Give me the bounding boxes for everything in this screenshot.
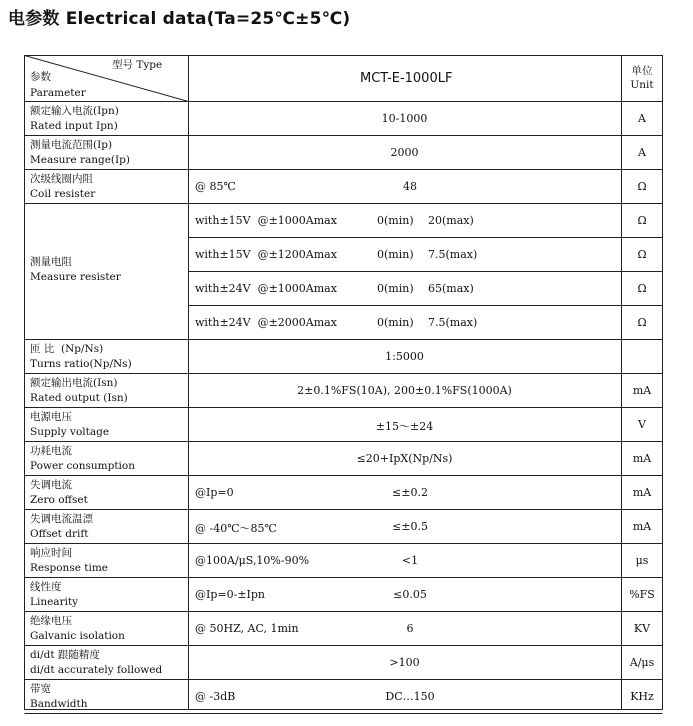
- row-param-en: Bandwidth: [30, 697, 88, 710]
- row-param-cn: 线性度: [30, 580, 62, 593]
- subrow-max: 20(max): [428, 213, 474, 227]
- row-param-en: Turns ratio(Np/Ns): [30, 357, 132, 370]
- row-param-en: di/dt accurately followed: [30, 663, 163, 676]
- row-param-en: Linearity: [30, 595, 79, 608]
- row-value: ≤±0.5: [392, 519, 428, 533]
- subrow-condition: with±15V @±1200Amax: [195, 247, 337, 261]
- row-param-cn: 响应时间: [30, 546, 72, 559]
- page-title: 电参数 Electrical data(Ta=25℃±5℃): [8, 9, 351, 29]
- row-value: <1: [401, 553, 419, 567]
- row-unit: mA: [632, 485, 652, 499]
- row-condition: @ 50HZ, AC, 1min: [195, 621, 299, 635]
- row-param-en: Supply voltage: [30, 425, 110, 438]
- row-param-cn: 测量电流范围(Ip): [30, 138, 113, 151]
- subrow-min: 0(min): [377, 247, 414, 261]
- row-param-en: Power consumption: [30, 459, 135, 472]
- subrow-condition: with±24V @±2000Amax: [195, 315, 337, 329]
- row-condition: @ -40℃～85℃: [195, 521, 277, 535]
- row-value: 6: [406, 621, 414, 635]
- row-unit: A/μs: [629, 655, 655, 669]
- row-condition: @Ip=0: [195, 485, 234, 499]
- row-unit: mA: [632, 451, 652, 465]
- row-condition: @ 85℃: [195, 179, 236, 193]
- row-unit: mA: [632, 383, 652, 397]
- row-value: ≤±0.2: [392, 485, 428, 499]
- row-param-cn: 失调电流: [30, 478, 72, 491]
- row-unit: μs: [635, 553, 649, 567]
- row-param-cn: 次级线圈内阻: [30, 172, 93, 185]
- row-value: DC…150: [385, 689, 435, 703]
- subrow-min: 0(min): [377, 281, 414, 295]
- row-unit: V: [638, 417, 646, 431]
- row-param-en: Rated output (Isn): [30, 391, 128, 404]
- row-value: 2±0.1%FS(10A), 200±0.1%FS(1000A): [297, 383, 512, 397]
- row-param-cn: 测量电阻: [30, 255, 72, 268]
- row-unit: KV: [633, 621, 651, 635]
- row-unit: %FS: [629, 587, 655, 601]
- row-param-cn: 电源电压: [30, 410, 72, 423]
- subrow-condition: with±24V @±1000Amax: [195, 281, 337, 295]
- row-param-en: Offset drift: [30, 527, 89, 540]
- subrow-min: 0(min): [377, 213, 414, 227]
- row-value: 10-1000: [381, 111, 428, 125]
- row-unit: A: [638, 111, 646, 125]
- row-unit: mA: [632, 519, 652, 533]
- header-unit-cn: 单位: [631, 65, 653, 77]
- row-value: ±15～±24: [375, 419, 434, 433]
- row-param-cn: 额定输入电流(Ipn): [30, 104, 119, 117]
- row-condition: @Ip=0-±Ipn: [195, 587, 266, 601]
- row-value: ≤0.05: [393, 587, 427, 601]
- row-param-cn: 绝缘电压: [30, 614, 72, 627]
- subrow-min: 0(min): [377, 315, 414, 329]
- row-condition: @100A/μS,10%-90%: [195, 553, 310, 567]
- row-param-en: Galvanic isolation: [30, 629, 125, 642]
- row-param-cn: 功耗电流: [30, 444, 72, 457]
- row-unit: A: [638, 145, 646, 159]
- row-param-en: Measure resister: [30, 270, 121, 283]
- row-condition: @ -3dB: [195, 689, 236, 703]
- row-unit: KHz: [630, 689, 654, 703]
- header-unit-en: Unit: [630, 79, 654, 91]
- row-param-cn: 带宽: [30, 682, 51, 695]
- row-param-en: Zero offset: [30, 493, 88, 506]
- subrow-unit: Ω: [637, 315, 647, 329]
- row-unit: Ω: [637, 179, 647, 193]
- subrow-unit: Ω: [637, 213, 647, 227]
- row-param-en: Rated input Ipn): [30, 119, 118, 132]
- row-value: 1:5000: [385, 349, 424, 363]
- row-value: 2000: [390, 145, 419, 159]
- row-param-en: Coil resister: [30, 187, 96, 200]
- row-param-cn: di/dt 跟随精度: [30, 648, 100, 661]
- subrow-max: 7.5(max): [428, 315, 478, 329]
- row-value: >100: [389, 655, 420, 669]
- header-model-label: 型号 Type: [112, 59, 163, 71]
- subrow-max: 7.5(max): [428, 247, 478, 261]
- header-param-cn: 参数: [30, 71, 51, 83]
- row-value: ≤20+IpX(Np/Ns): [356, 451, 453, 465]
- header-model-value: MCT-E-1000LF: [360, 71, 453, 86]
- row-param-en: Measure range(Ip): [30, 153, 130, 166]
- row-value: 48: [403, 179, 417, 193]
- header-param-en: Parameter: [30, 87, 86, 99]
- subrow-unit: Ω: [637, 281, 647, 295]
- row-param-cn: 匝 比 (Np/Ns): [30, 342, 104, 355]
- row-param-cn: 额定输出电流(Isn): [30, 376, 118, 389]
- row-param-en: Response time: [30, 561, 109, 574]
- subrow-condition: with±15V @±1000Amax: [195, 213, 337, 227]
- subrow-unit: Ω: [637, 247, 647, 261]
- row-param-cn: 失调电流温漂: [30, 512, 93, 525]
- subrow-max: 65(max): [428, 281, 474, 295]
